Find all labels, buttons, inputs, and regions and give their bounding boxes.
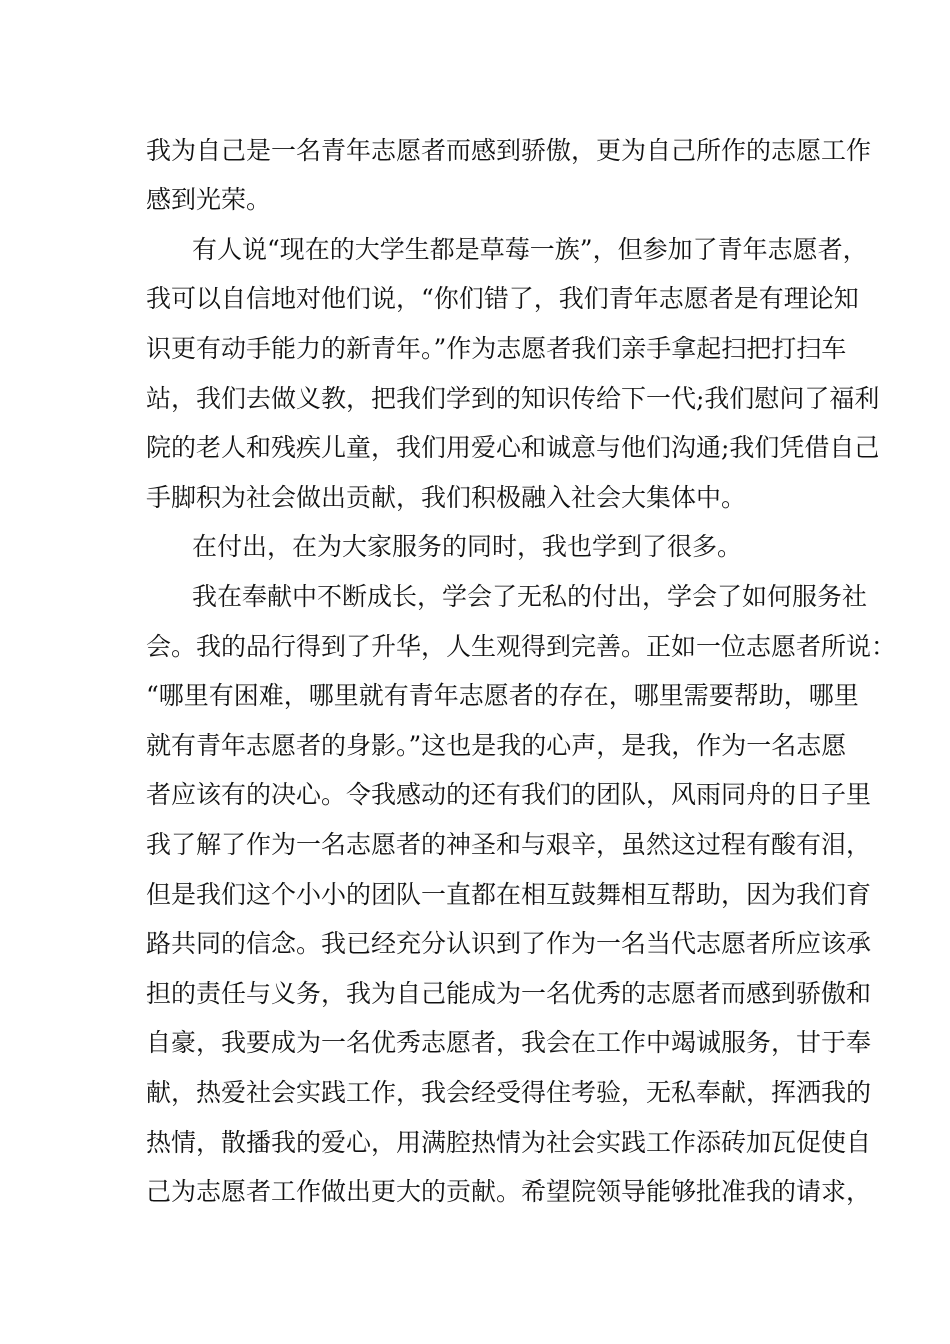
- text-line: 会。我的品行得到了升华，人生观得到完善。正如一位志愿者所说：: [146, 632, 897, 661]
- paragraph-first-line: 我在奉献中不断成长，学会了无私的付出，学会了如何服务社: [192, 582, 868, 611]
- text-line: “哪里有困难，哪里就有青年志愿者的存在，哪里需要帮助，哪里: [146, 681, 859, 710]
- text-line: 担的责任与义务，我为自己能成为一名优秀的志愿者而感到骄傲和: [146, 979, 872, 1008]
- text-line: 识更有动手能力的新青年。”作为志愿者我们亲手拿起扫把打扫车: [146, 334, 847, 363]
- text-line: 热情，散播我的爱心，用满腔热情为社会实践工作添砖加瓦促使自: [146, 1128, 872, 1157]
- text-line: 者应该有的决心。令我感动的还有我们的团队，风雨同舟的日子里: [146, 780, 872, 809]
- text-line: 自豪，我要成为一名优秀志愿者，我会在工作中竭诚服务，甘于奉: [146, 1028, 872, 1057]
- text-line: 院的老人和残疾儿童，我们用爱心和诚意与他们沟通;我们凭借自己: [146, 433, 880, 462]
- text-line: 己为志愿者工作做出更大的贡献。希望院领导能够批准我的请求，: [146, 1177, 872, 1206]
- paragraph-first-line: 有人说“现在的大学生都是草莓一族”，但参加了青年志愿者，: [192, 235, 868, 264]
- text-line: 就有青年志愿者的身影。”这也是我的心声，是我，作为一名志愿: [146, 731, 847, 760]
- text-line: 我可以自信地对他们说，“你们错了，我们青年志愿者是有理论知: [146, 284, 859, 313]
- text-line: 路共同的信念。我已经充分认识到了作为一名当代志愿者所应该承: [146, 929, 872, 958]
- text-line: 手脚积为社会做出贡献，我们积极融入社会大集体中。: [146, 483, 747, 512]
- text-line: 站，我们去做义教，把我们学到的知识传给下一代;我们慰问了福利: [146, 384, 880, 413]
- text-line: 我为自己是一名青年志愿者而感到骄傲，更为自己所作的志愿工作: [146, 136, 872, 165]
- text-line: 但是我们这个小小的团队一直都在相互鼓舞相互帮助，因为我们育: [146, 880, 872, 909]
- text-line: 献，热爱社会实践工作，我会经受得住考验，无私奉献，挥洒我的: [146, 1078, 872, 1107]
- text-line: 我了解了作为一名志愿者的神圣和与艰辛，虽然这过程有酸有泪，: [146, 830, 872, 859]
- text-line: 感到光荣。: [146, 185, 272, 214]
- paragraph-first-line: 在付出，在为大家服务的同时，我也学到了很多。: [192, 532, 743, 561]
